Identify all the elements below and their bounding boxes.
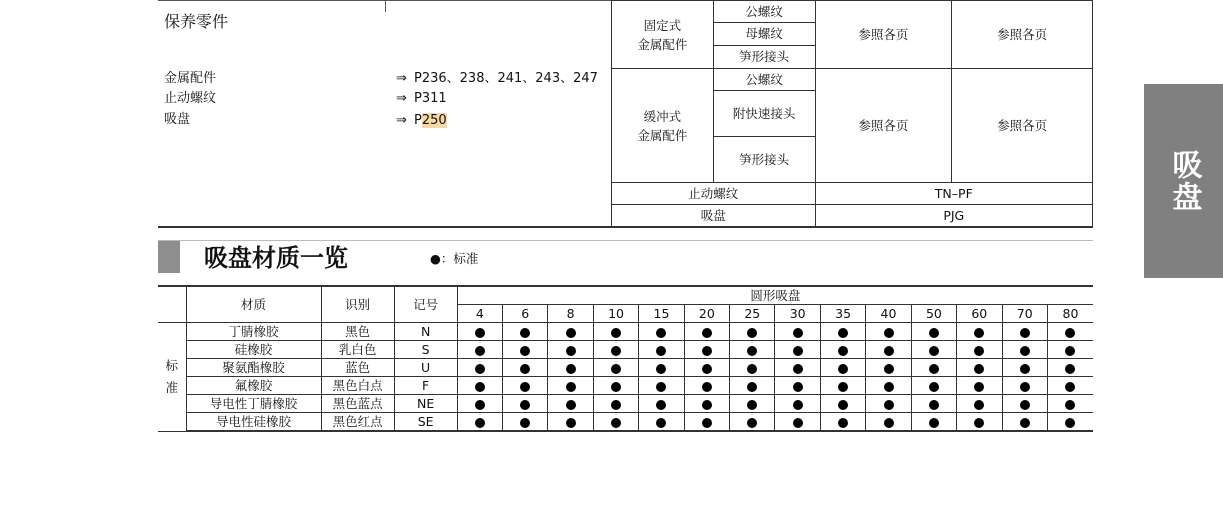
material-header: 材质 [186,287,321,323]
size-header: 70 [1002,305,1047,323]
standard-dot-icon [838,418,848,428]
standard-dot-icon [566,346,576,356]
identify-header: 识别 [321,287,394,323]
standard-cell [684,395,729,413]
standard-cell [730,413,775,432]
standard-cell [820,341,865,359]
standard-cell [820,323,865,341]
ref-pages-stopscrew[interactable]: P311 [414,91,447,106]
standard-dot-icon [702,346,712,356]
standard-cell [820,359,865,377]
standard-cell [548,377,593,395]
standard-dot-icon [884,328,894,338]
standard-dot-icon [1020,328,1030,338]
buffer-see-pages-b: 参照各页 [952,69,1093,183]
standard-dot-icon [520,346,530,356]
standard-cell [639,359,684,377]
standard-cell [503,395,548,413]
standard-dot-icon [929,382,939,392]
standard-cell [457,413,502,432]
size-header: 20 [684,305,729,323]
ref-label-stopscrew: 止动螺纹 [164,91,217,106]
spec-table [611,0,1093,227]
standard-cell [957,341,1002,359]
cell-code: F [394,377,457,395]
standard-cell [911,323,956,341]
size-header: 50 [911,305,956,323]
stop-screw-value: TN–PF [815,183,1092,205]
standard-dot-icon [656,328,666,338]
standard-dot-icon [1020,346,1030,356]
buffer-item: 笋形接头 [713,137,815,183]
standard-cell [1047,323,1093,341]
standard-dot-icon [611,328,621,338]
standard-cell [639,413,684,432]
standard-cell [866,377,911,395]
standard-dot-icon [838,328,848,338]
suction-label: 吸盘 [612,205,816,227]
size-header: 40 [866,305,911,323]
standard-cell [911,341,956,359]
standard-dot-icon [1065,364,1075,374]
material-table [158,287,1093,432]
standard-dot-icon [974,418,984,428]
standard-dot-icon [656,382,666,392]
cell-material: 导电性丁腈橡胶 [186,395,321,413]
standard-dot-icon [1065,400,1075,410]
size-header: 25 [730,305,775,323]
standard-dot-icon [793,346,803,356]
standard-dot-icon [974,364,984,374]
size-header: 4 [457,305,502,323]
standard-cell [1002,413,1047,432]
standard-dot-icon [884,364,894,374]
standard-dot-icon [793,400,803,410]
standard-cell [684,323,729,341]
category-tab-label: 吸盘 [1166,149,1202,213]
ref-arrow-suction: ⇒ [396,113,407,128]
standard-cell [911,395,956,413]
cell-material: 导电性硅橡胶 [186,413,321,432]
buffer-type-cell: 缓冲式 金属配件 [612,69,714,183]
standard-dot-icon [520,400,530,410]
standard-cell [1047,377,1093,395]
standard-cell [593,377,638,395]
fixed-type-cell: 固定式 金属配件 [612,1,714,69]
standard-dot-icon [974,382,984,392]
size-header: 60 [957,305,1002,323]
standard-dot-icon [566,328,576,338]
cell-material: 硅橡胶 [186,341,321,359]
standard-dot-icon [747,364,757,374]
standard-cell [866,395,911,413]
standard-cell [820,377,865,395]
cell-identify: 乳白色 [321,341,394,359]
standard-cell [457,359,502,377]
cell-material: 聚氨酯橡胶 [186,359,321,377]
standard-cell [957,323,1002,341]
standard-dot-icon [884,418,894,428]
suction-value: PJG [815,205,1092,227]
standard-dot-icon [702,364,712,374]
ref-pages-metal[interactable]: P236、238、241、243、247 [414,71,598,86]
standard-dot-icon [793,382,803,392]
cell-identify: 黑色蓝点 [321,395,394,413]
size-header: 30 [775,305,820,323]
stop-screw-label: 止动螺纹 [612,183,816,205]
standard-dot-icon [838,382,848,392]
standard-dot-icon [520,364,530,374]
size-header: 15 [639,305,684,323]
standard-cell [911,377,956,395]
ref-label-metal: 金属配件 [164,71,217,86]
row-group-char: 标 [165,357,179,373]
standard-dot-icon [475,382,485,392]
standard-cell [1002,359,1047,377]
section-title: 吸盘材质一览 [204,244,348,272]
standard-dot-icon [1020,364,1030,374]
buffer-item: 附快速接头 [713,91,815,137]
ref-pages-suction-prefix: P [414,113,422,128]
standard-cell [730,377,775,395]
standard-cell [639,323,684,341]
standard-cell [1047,359,1093,377]
standard-dot-icon [520,418,530,428]
standard-dot-icon [566,364,576,374]
ref-arrow-stopscrew: ⇒ [396,91,407,106]
buffer-see-pages-a: 参照各页 [815,69,952,183]
standard-dot-icon [656,418,666,428]
standard-dot-icon [1065,346,1075,356]
standard-dot-icon [747,418,757,428]
size-header: 35 [820,305,865,323]
size-header: 10 [593,305,638,323]
size-header: 8 [548,305,593,323]
standard-cell [911,413,956,432]
standard-cell [457,323,502,341]
table-row [158,395,1093,413]
standard-dot-icon [974,400,984,410]
standard-dot-icon [929,418,939,428]
standard-cell [866,359,911,377]
standard-cell [957,413,1002,432]
standard-dot-icon [1065,382,1075,392]
standard-cell [548,395,593,413]
standard-cell [593,395,638,413]
standard-cell [593,359,638,377]
table-row [158,377,1093,395]
standard-dot-icon [656,400,666,410]
cell-code: S [394,341,457,359]
standard-cell [866,413,911,432]
cell-identify: 黑色白点 [321,377,394,395]
standard-cell [503,341,548,359]
standard-dot-icon [520,382,530,392]
standard-dot-icon [611,382,621,392]
standard-dot-icon [656,346,666,356]
standard-dot-icon [475,328,485,338]
size-header: 6 [503,305,548,323]
standard-cell [1047,395,1093,413]
fixed-see-pages-a: 参照各页 [815,1,952,69]
standard-cell [775,323,820,341]
standard-cell [593,323,638,341]
standard-dot-icon [702,400,712,410]
standard-cell [911,359,956,377]
standard-dot-icon [884,382,894,392]
standard-dot-icon [929,328,939,338]
standard-dot-icon [747,328,757,338]
standard-cell [957,377,1002,395]
code-header: 记号 [394,287,457,323]
standard-dot-icon [1020,400,1030,410]
standard-dot-icon [838,346,848,356]
legend-dot-icon: ● [430,251,441,266]
standard-cell [503,359,548,377]
size-header: 80 [1047,305,1093,323]
standard-dot-icon [475,400,485,410]
standard-dot-icon [1020,418,1030,428]
standard-dot-icon [1065,418,1075,428]
standard-cell [730,395,775,413]
standard-cell [775,395,820,413]
cell-identify: 蓝色 [321,359,394,377]
standard-dot-icon [656,364,666,374]
standard-cell [503,323,548,341]
standard-dot-icon [884,400,894,410]
standard-dot-icon [611,346,621,356]
legend [430,249,478,267]
standard-cell [775,341,820,359]
standard-cell [1002,323,1047,341]
standard-cell [684,377,729,395]
cell-code: NE [394,395,457,413]
cell-identify: 黑色 [321,323,394,341]
standard-dot-icon [974,328,984,338]
standard-dot-icon [611,364,621,374]
ref-pages-suction[interactable] [414,113,447,129]
standard-cell [548,323,593,341]
standard-cell [503,413,548,432]
standard-dot-icon [929,364,939,374]
standard-cell [730,359,775,377]
standard-dot-icon [747,382,757,392]
standard-dot-icon [747,346,757,356]
cell-code: U [394,359,457,377]
standard-cell [1047,413,1093,432]
standard-dot-icon [520,328,530,338]
standard-dot-icon [1020,382,1030,392]
standard-dot-icon [611,418,621,428]
table-row [158,341,1093,359]
row-group-char: 准 [165,379,179,395]
ref-label-suction: 吸盘 [164,112,191,127]
standard-dot-icon [702,418,712,428]
standard-cell [1002,377,1047,395]
cell-material: 氟橡胶 [186,377,321,395]
standard-dot-icon [793,364,803,374]
standard-cell [775,413,820,432]
table-row [158,359,1093,377]
category-tab[interactable] [1144,84,1223,278]
standard-dot-icon [838,364,848,374]
fixed-item: 公螺纹 [713,1,815,23]
standard-cell [684,413,729,432]
standard-cell [1047,341,1093,359]
row-group-label [158,323,186,432]
standard-cell [639,341,684,359]
standard-cell [457,341,502,359]
standard-dot-icon [884,346,894,356]
standard-dot-icon [566,418,576,428]
standard-cell [684,341,729,359]
maintenance-heading: 保养零件 [164,12,229,31]
standard-dot-icon [475,364,485,374]
standard-dot-icon [702,328,712,338]
cell-code: SE [394,413,457,432]
standard-cell [866,341,911,359]
standard-cell [639,377,684,395]
standard-cell [457,395,502,413]
standard-cell [957,395,1002,413]
standard-cell [1002,395,1047,413]
fixed-see-pages-b: 参照各页 [952,1,1093,69]
standard-dot-icon [566,382,576,392]
cell-material: 丁腈橡胶 [186,323,321,341]
standard-cell [548,359,593,377]
standard-cell [730,341,775,359]
standard-cell [457,377,502,395]
standard-dot-icon [1065,328,1075,338]
fixed-item: 母螺纹 [713,23,815,46]
standard-dot-icon [747,400,757,410]
standard-cell [639,395,684,413]
buffer-item: 公螺纹 [713,69,815,91]
standard-cell [775,377,820,395]
standard-cell [775,359,820,377]
standard-cell [730,323,775,341]
standard-cell [548,341,593,359]
standard-cell [684,359,729,377]
standard-dot-icon [974,346,984,356]
standard-cell [957,359,1002,377]
standard-cell [593,341,638,359]
group-header-empty [158,287,186,323]
fixed-item: 笋形接头 [713,46,815,69]
standard-dot-icon [929,400,939,410]
standard-dot-icon [702,382,712,392]
standard-dot-icon [838,400,848,410]
standard-cell [548,413,593,432]
upper-mid-vline [385,0,386,12]
standard-cell [1002,341,1047,359]
section-marker [158,241,180,273]
standard-dot-icon [793,418,803,428]
round-cup-header: 圆形吸盘 [457,287,1093,305]
ref-arrow-metal: ⇒ [396,71,407,86]
table-row [158,413,1093,432]
standard-cell [820,395,865,413]
standard-dot-icon [475,346,485,356]
ref-pages-suction-highlight: 250 [421,113,447,128]
standard-cell [593,413,638,432]
cell-identify: 黑色红点 [321,413,394,432]
standard-dot-icon [793,328,803,338]
table-row [158,323,1093,341]
cell-code: N [394,323,457,341]
section-top-rule [158,240,1093,241]
standard-dot-icon [611,400,621,410]
standard-dot-icon [566,400,576,410]
standard-dot-icon [929,346,939,356]
standard-cell [820,413,865,432]
standard-dot-icon [475,418,485,428]
legend-text: ：标准 [440,251,479,266]
standard-cell [503,377,548,395]
standard-cell [866,323,911,341]
